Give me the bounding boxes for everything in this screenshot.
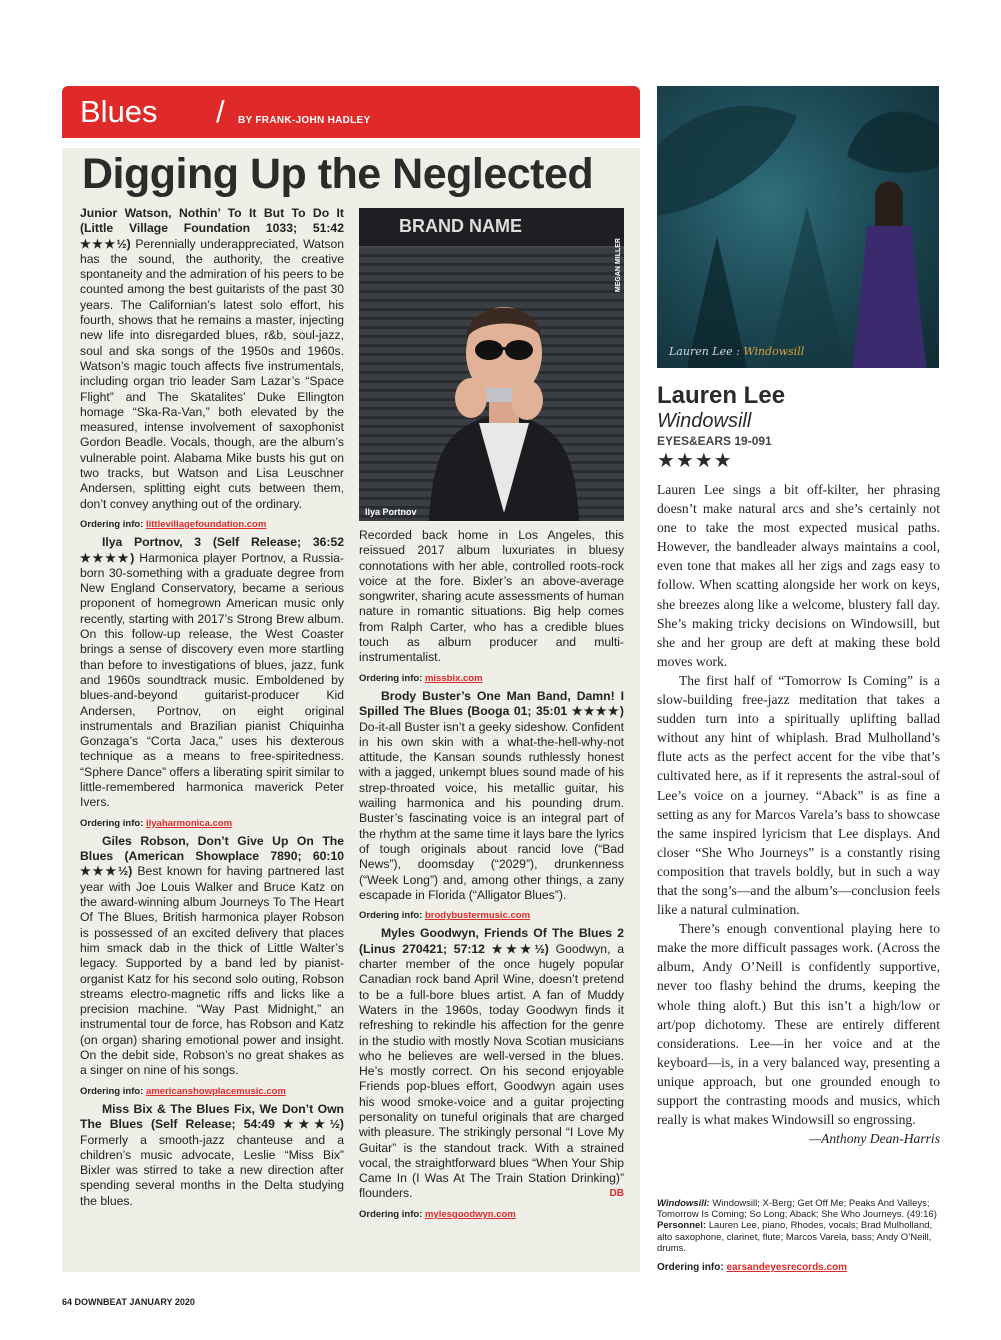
personnel-label: Personnel: — [657, 1220, 707, 1232]
review-head: Miss Bix & The Blues Fix, We Don’t Own The Blues (Self Release; 54:49 ★★★½) — [80, 1101, 344, 1132]
ordering-link[interactable]: earsandeyesrecords.com — [726, 1262, 848, 1273]
review-head: Myles Goodwyn, Friends Of The Blues 2 (Linus 270421; 57:12 ★★★½) — [359, 926, 624, 956]
review-buster — [359, 689, 624, 903]
cover-caption-album: Windowsill — [743, 345, 805, 358]
ordering-info — [359, 671, 624, 686]
section-slash: / — [216, 94, 225, 129]
featured-review — [657, 480, 940, 1148]
ordering-label: Ordering info: — [80, 1085, 144, 1097]
ordering-label: Ordering info: — [359, 1208, 423, 1220]
review-goodwyn — [359, 926, 624, 1201]
right-column — [359, 528, 624, 1225]
album-cover — [657, 86, 939, 368]
ordering-label: Ordering info: — [80, 518, 144, 530]
ordering-info — [80, 517, 344, 532]
cover-caption — [669, 345, 804, 358]
review-head: Brody Buster’s One Man Band, Damn! I Spilled The Blues (Booga 01; 35:01 ★★★★) — [359, 688, 624, 719]
album-artist: Lauren Lee — [657, 382, 786, 409]
ordering-info — [80, 1084, 344, 1099]
track-list-text: Windowsill; X-Berg; Get Off Me; Peaks And Valleys; Tomorrow Is Coming; So Long; Aback; She Who Journeys. (49:16) — [657, 1198, 937, 1221]
portrait-figure — [419, 248, 589, 521]
review-body: Formerly a smooth-jazz chanteuse and a children’s music advocate, Leslie “Miss Bix” Bixler was stirred to take a new direction after spending several months in the Delta studying the blues. — [80, 1132, 344, 1208]
section-banner — [62, 86, 640, 138]
star-rating: ★★★★ — [657, 450, 733, 472]
review-body: Do-it-all Buster isn’t a geeky sideshow. Confident in his own skin with a what-the-hell-why-not attitude, the Kansan sounds ruthlessly honest with a jagged, unkempt blues sound made of his strep-throated voice, his metallic guitar, his wailing harmonica and his pounding drum. Buster’s fascinating voice is an integral part of the rhythm at the same time it lays bare the lyrics of tough originals about rancid love (“Bad News”), doomsday (“2029”), drunkenness (“Week Long”) and, among other things, a zany escapade in Florida (“Alligator Blues”). — [359, 719, 624, 902]
album-label: EYES&EARS 19-091 — [657, 434, 772, 448]
ordering-link[interactable]: americanshowplacemusic.com — [145, 1085, 286, 1097]
ordering-label: Ordering info: — [359, 672, 423, 684]
review-body: Perennially underappreciated, Watson has the sound, the authority, the creative spontaneity and the admiration of his peers to be counted among the best guitarists of the past 30 years. The Californian’s latest solo effort, his fourth, shows that he remains a master, injecting new life into disregarded blues, r&b, soul-jazz, soul and ska songs of the 1950s and 1960s. Watson’s magic touch affects five instrumentals, including organ trio leader Sam Lazar’s “Space Flight” and The Skatalites’ Duke Ellington homage “Ska-Ra-Van,” both elevated by the measured, intense involvement of saxophonist Gordon Beadle. Vocals, though, are the album’s vulnerable point. Alabama Mike busts his gut on two tracks, but Watson and Lisa Leuschner Andersen, splitting eight cuts between them, don’t convey anything out of the ordinary. — [80, 236, 344, 511]
reviewer-signature: —Anthony Dean-Harris — [808, 1131, 940, 1147]
ordering-info — [359, 1207, 624, 1222]
ordering-link[interactable]: ilyaharmonica.com — [145, 817, 233, 829]
review-body: Harmonica player Portnov, a Russia-born 30-something with a graduate degree from New England Conservatory, became a serious proponent of homegrown American music only recently, starting with 2017’s Strong Brew album. On this follow-up release, the West Coaster brings a sense of discovery even more startling than before to investigations of blues, jazz, funk and 1960s soundtrack music. Emboldened by blues-and-beyond guitarist-producer Kid Andersen, Portnov, on eight original instrumentals and Brazilian pianist Chiquinha Gonzaga’s “Corta Jaca,” uses his dexterous technique as a means to free-spiritedness. “Sphere Dance” offers a liberating spirit similar to little-remembered harmonica maverick Peter Ivers. — [80, 550, 344, 810]
artist-photo — [359, 208, 624, 521]
cover-caption-artist: Lauren Lee : — [669, 345, 740, 358]
personnel-text: Lauren Lee, piano, Rhodes, vocals; Brad Mulholland, alto saxophone, clarinet, flute; Marcos Varela, bass; Andy O’Neill, drums. — [657, 1220, 933, 1254]
personnel — [657, 1220, 940, 1254]
ordering-label: Ordering info: — [359, 910, 423, 922]
featured-paragraph-2: The first half of “Tomorrow Is Coming” is a slow-building free-jazz meditation that takes a sudden turn into a spiritually uplifting ballad without any hint of whiplash. Brad Mulholland’s flute acts as the perfect accent for the vibe that’s cultivated here, as if it represents the astral-soul of Lee’s voice on a journey. “Aback” is as fine a setting as any for Marcos Varela’s bass to showcase the same inspired lyricism that Lee displays. And closer “She Who Journeys” is a constantly rising composition that travels boldly, but in such a way that the song’s—and the album’s—conclusion feels like a natural culmination. — [657, 672, 940, 918]
featured-paragraph-1: Lauren Lee sings a bit off-kilter, her phrasing doesn’t make natural arcs and she’s certainly not one to take the most expected musical paths. However, the bandleader always maintains a cool, even tone that makes all her zigs and zags easy to follow. When scatting alongside her work on keys, she breezes along like a welcome, blustery fall day. She’s making tricky decisions on Windowsill, but she and her group are deft at making these bold moves work. — [657, 482, 940, 669]
ordering-link[interactable]: brodybustermusic.com — [424, 910, 531, 922]
review-head: Ilya Portnov, 3 (Self Release; 36:52 ★★★★) — [80, 535, 344, 565]
review-body: Best known for having partnered last year with Joe Louis Walker and Bruce Katz on the award-winning album Journeys To The Heart Of The Blues, British harmonica player Robson is possessed of an excited delivery that places him smack dab in the thick of Little Walter’s legacy. Supported by a band led by pianist-organist Katz for his second solo outing, Robson streams electro-magnetic riffs and licks like a precision machine. “Way Past Midnight,” an instrumental tour de force, has Robson and Katz (on organ) sharing emotional power and insight. On the debit side, Robson’s no great shakes as a singer on nine of his songs. — [80, 864, 344, 1078]
review-portnov — [80, 535, 344, 810]
sidebar-ordering-info — [657, 1262, 847, 1273]
review-body: Goodwyn, a charter member of the once hugely popular Canadian rock band April Wine, doesn’t pretend to be a full-bore blues artist. A fan of Muddy Waters in the 1960s, today Goodwyn finds it refreshing to rekindle his affection for the genre in the studio with mostly Nova Scotian musicians who he believes are well-versed in the blues. He’s mostly correct. On his second enjoyable Friends pop-blues effort, Goodwyn again uses his wood smoke-voice and a guitar projecting personality on tuneful originals that are charged with pleasure. The strikingly personal “I Love My Guitar” is the standout track. With a strained vocal, the straightforward blues “When Your Ship Came In (I Was At The Train Station Drinking)” flounders. — [359, 941, 624, 1201]
album-title: Windowsill — [657, 410, 752, 432]
section-name: Blues — [80, 94, 158, 129]
ordering-label: Ordering info: — [80, 817, 144, 829]
ordering-info — [80, 816, 344, 831]
signoff-mark: DB — [609, 1188, 624, 1200]
ordering-link[interactable]: mylesgoodwyn.com — [424, 1208, 516, 1220]
track-list-label: Windowsill: — [657, 1198, 710, 1209]
review-bix — [80, 1102, 344, 1209]
sign-board — [359, 208, 624, 246]
track-list — [657, 1198, 940, 1220]
featured-paragraph-3: There’s enough conventional playing here to make the more difficult passages work. (Across the album, Andy O’Neill is confidently supportive, never too flashy behind the drums, keeping the whole thing aloft.) But this isn’t a high/low or art/pop dichotomy. These are entirely different considerations. Lee—in her voice and at the keyboard—is, in a very balanced way, presenting a unique approach, but one grounded enough to support the contrasting moods and musics, which really is what makes Windowsill so engrossing. — [657, 921, 940, 1128]
ordering-label: Ordering info: — [657, 1262, 724, 1273]
review-bix-continued: Recorded back home in Los Angeles, this reissued 2017 album luxuriates in bluesy connotations with her able, controlled roots-rock voice at the fore. Bixler’s an above-average songwriter, sharing acute assessments of human nature in romantic situations. Big help comes from Ralph Carter, who has a credible blues touch as album producer and multi-instrumentalist. — [359, 528, 624, 665]
byline: BY FRANK-JOHN HADLEY — [238, 115, 371, 126]
left-column — [80, 206, 344, 1209]
page-footer: 64 DOWNBEAT JANUARY 2020 — [62, 1297, 195, 1307]
ordering-link[interactable]: missbix.com — [424, 672, 483, 684]
review-head: Giles Robson, Don’t Give Up On The Blues (American Showplace 7890; 60:10 ★★★½) — [80, 833, 344, 879]
ordering-info — [359, 908, 624, 923]
photo-caption: Ilya Portnov — [365, 507, 417, 517]
cover-artwork — [657, 86, 939, 368]
review-head: Junior Watson, Nothin’ To It But To Do It (Little Village Foundation 1033; 51:42 ★★★½) — [80, 206, 344, 251]
ordering-link[interactable]: littlevillagefoundation.com — [145, 518, 267, 530]
headline: Digging Up the Neglected — [82, 150, 594, 198]
review-robson — [80, 834, 344, 1079]
photo-credit: MEGAN MILLER — [615, 238, 622, 293]
sign-text: BRAND NAME — [399, 216, 522, 236]
album-details — [657, 1198, 940, 1254]
review-watson — [80, 206, 344, 512]
